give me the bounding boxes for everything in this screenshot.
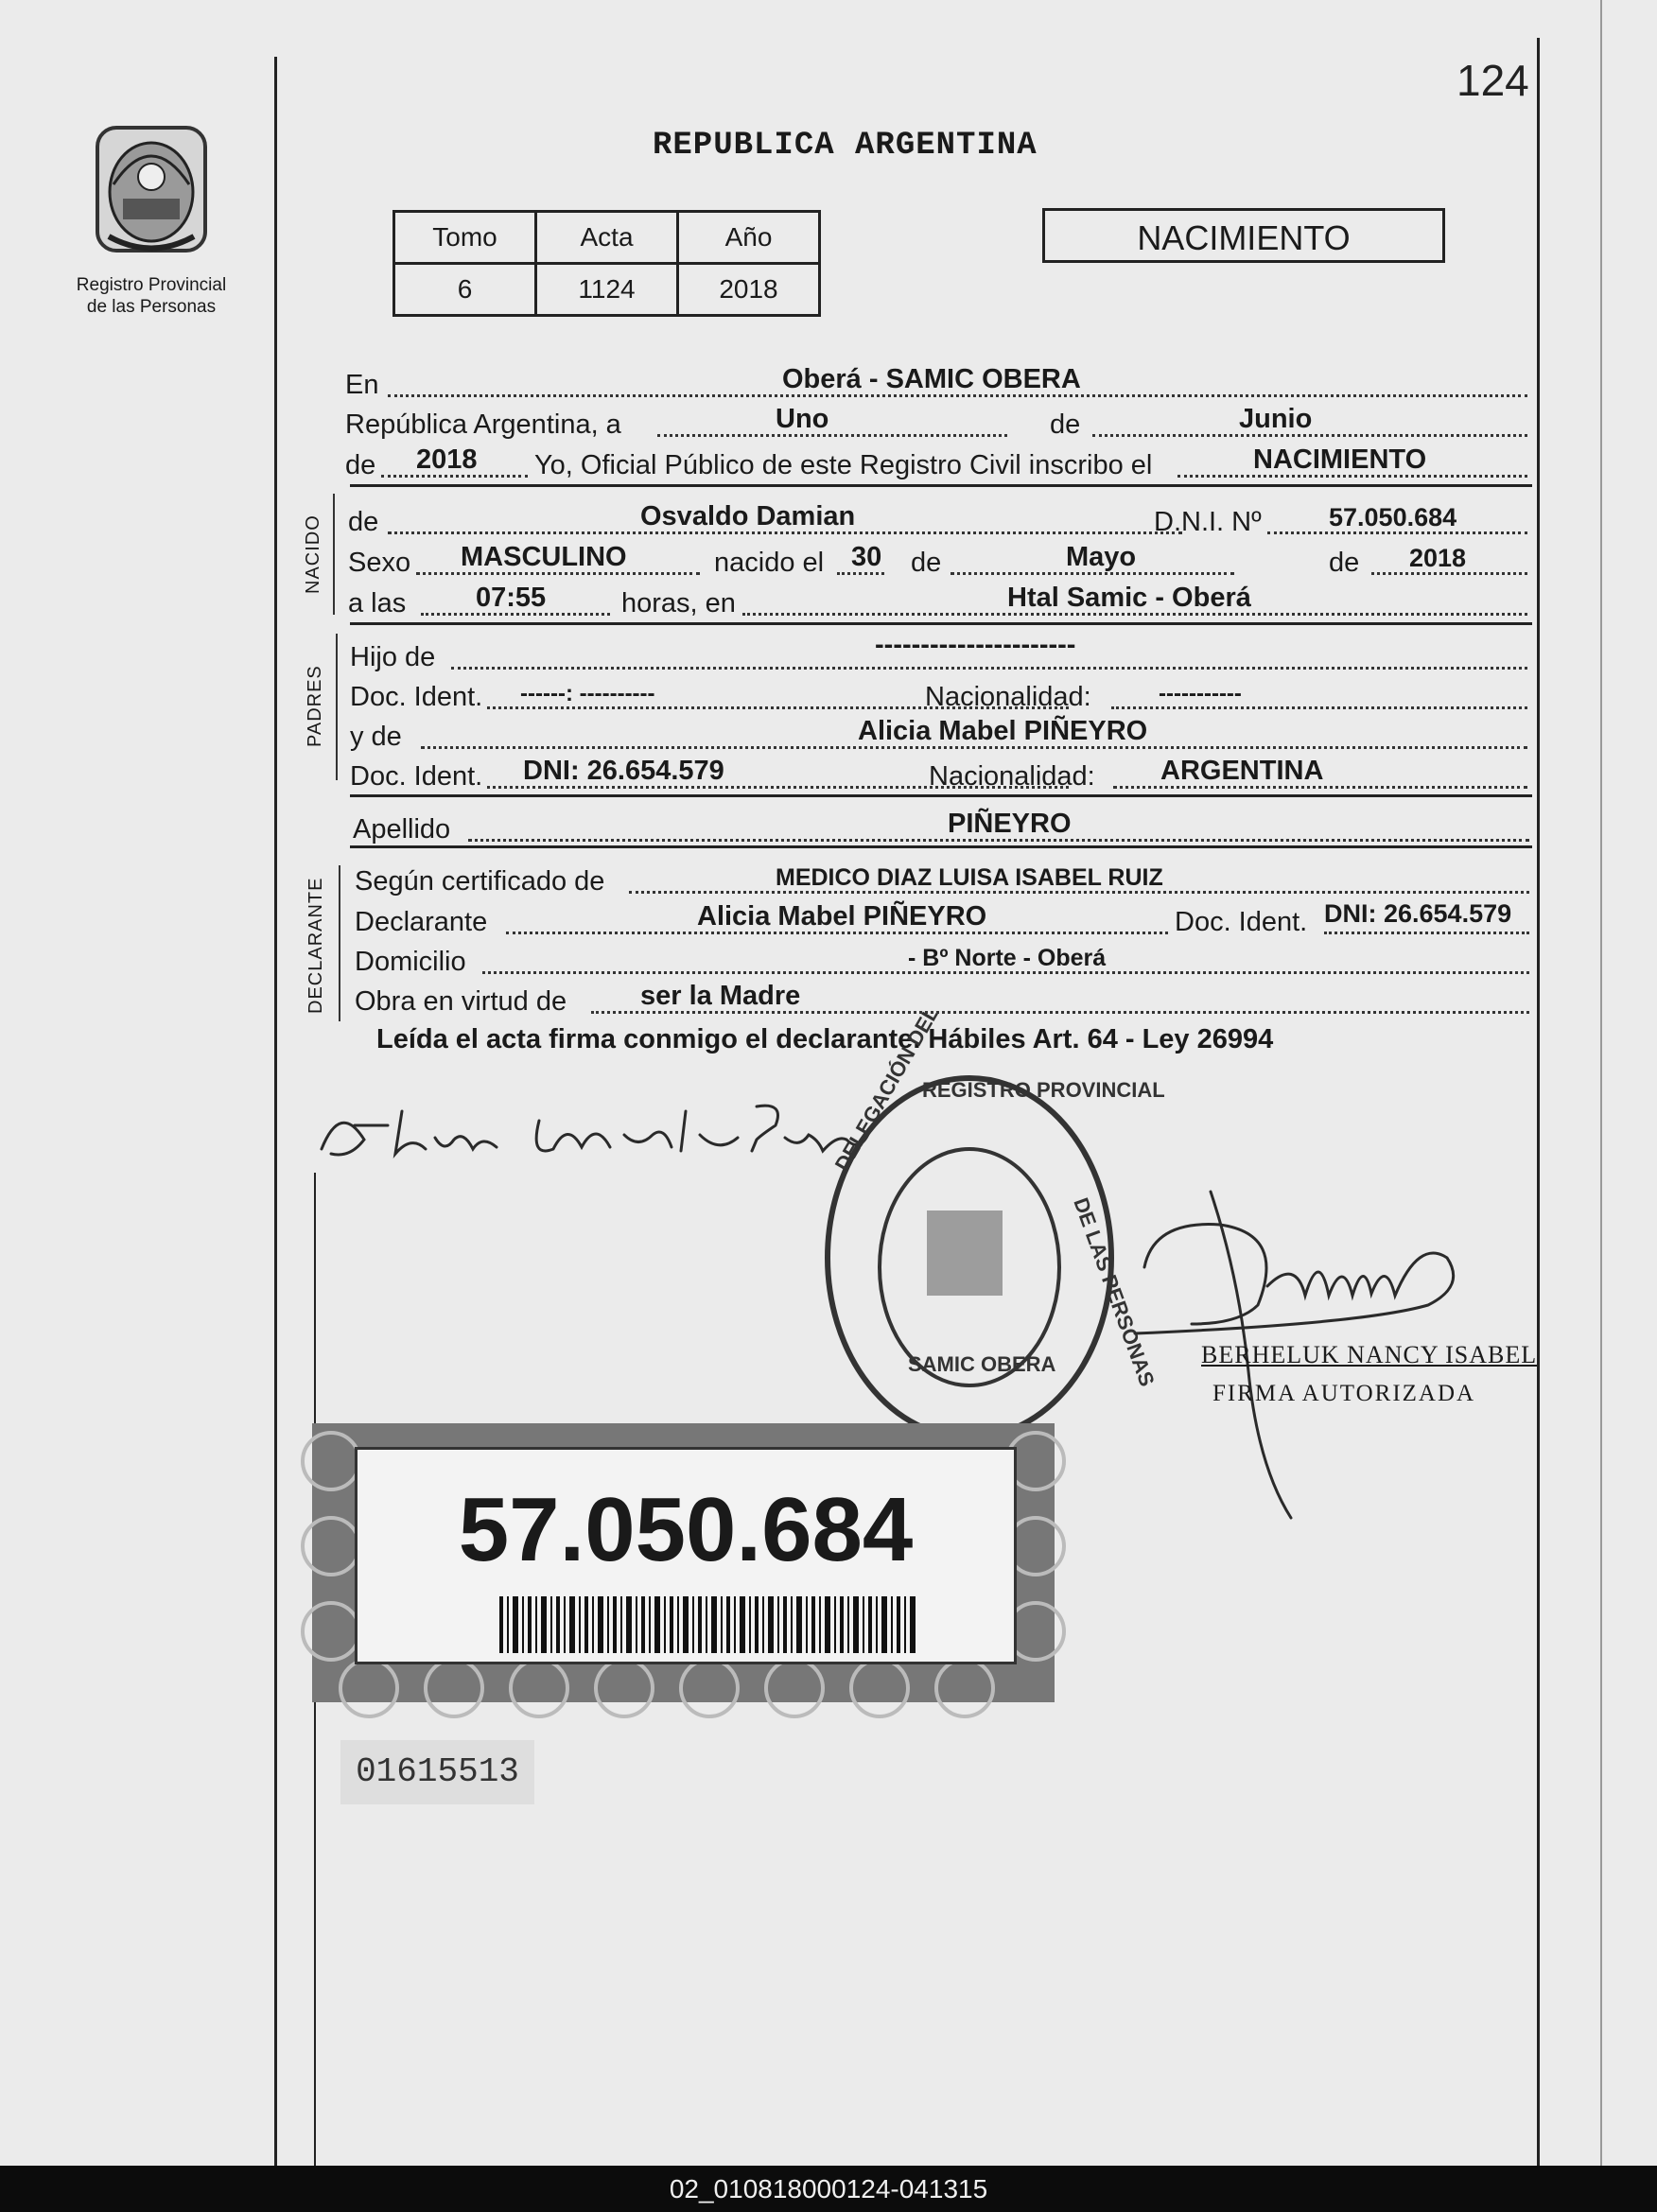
act-type-box: NACIMIENTO bbox=[1042, 208, 1445, 263]
section-rule-3 bbox=[350, 794, 1532, 797]
padres-bracket bbox=[336, 634, 338, 780]
year-value: 2018 bbox=[416, 444, 478, 475]
en-label: En bbox=[345, 370, 379, 400]
acta-header: Acta bbox=[536, 212, 678, 264]
acta-value: 1124 bbox=[536, 264, 678, 316]
birth-place-value: Htal Samic - Oberá bbox=[1007, 583, 1251, 613]
svg-text:REGISTRO PROVINCIAL: REGISTRO PROVINCIAL bbox=[922, 1078, 1165, 1102]
obra-label: Obra en virtud de bbox=[355, 986, 567, 1017]
line-republica bbox=[345, 399, 1529, 441]
sexo-value: MASCULINO bbox=[461, 542, 627, 572]
section-rule-2 bbox=[350, 622, 1532, 625]
child-dni-value: 57.050.684 bbox=[1329, 503, 1457, 531]
father-value: ---------------------- bbox=[875, 630, 1076, 660]
line-doc2 bbox=[345, 751, 1529, 792]
line-en bbox=[345, 359, 1529, 401]
doc1-label: Doc. Ident. bbox=[350, 682, 483, 712]
declarante-section-label: DECLARANTE bbox=[305, 877, 326, 1014]
nac1-label: Nacionalidad: bbox=[925, 682, 1091, 712]
yde-label: y de bbox=[350, 722, 402, 752]
dni-label: D.N.I. Nº bbox=[1154, 507, 1262, 537]
nacido-section-label: NACIDO bbox=[303, 514, 323, 594]
registry-table-header bbox=[394, 212, 820, 264]
line-nacido-name bbox=[345, 496, 1529, 538]
apellido-value: PIÑEYRO bbox=[948, 809, 1072, 839]
line-apellido bbox=[345, 804, 1529, 845]
province-seal-icon bbox=[90, 118, 213, 265]
inscribo-value: NACIMIENTO bbox=[1253, 444, 1427, 475]
registry-stamp-icon bbox=[809, 1001, 1165, 1456]
decl-value: Alicia Mabel PIÑEYRO bbox=[697, 901, 987, 932]
anio-header: Año bbox=[678, 212, 820, 264]
mother-value: Alicia Mabel PIÑEYRO bbox=[858, 716, 1148, 746]
alas-label: a las bbox=[348, 588, 407, 618]
tomo-value: 6 bbox=[394, 264, 536, 316]
document-title: REPUBLICA ARGENTINA bbox=[653, 128, 1038, 164]
decl-label: Declarante bbox=[355, 907, 488, 937]
left-margin-line bbox=[274, 57, 277, 2166]
decl-doc-value: DNI: 26.654.579 bbox=[1324, 899, 1512, 928]
logo-caption-line1: Registro Provincial bbox=[76, 275, 227, 295]
barcode-icon bbox=[499, 1596, 916, 1653]
cert-value: MEDICO DIAZ LUISA ISABEL RUIZ bbox=[776, 864, 1163, 891]
doc1-value: ------: ---------- bbox=[520, 681, 655, 706]
yo-text: Yo, Oficial Público de este Registro Civil inscribo el bbox=[534, 450, 1153, 480]
decl-doc-label: Doc. Ident. bbox=[1175, 907, 1308, 937]
birth-month-value: Mayo bbox=[1066, 542, 1137, 572]
nac2-value: ARGENTINA bbox=[1160, 756, 1324, 786]
child-name-value: Osvaldo Damian bbox=[640, 501, 856, 531]
line-certificado bbox=[345, 856, 1529, 897]
obra-value: ser la Madre bbox=[640, 981, 801, 1011]
page-number: 124 bbox=[1456, 56, 1529, 105]
nacido-de-label-2: de bbox=[911, 548, 942, 578]
cert-label: Según certificado de bbox=[355, 866, 605, 897]
line-doc1 bbox=[345, 671, 1529, 713]
footer-code: 02_010818000124-041315 bbox=[0, 2166, 1657, 2212]
id-sticker bbox=[312, 1423, 1055, 1702]
horas-label: horas, en bbox=[621, 588, 736, 618]
sexo-label: Sexo bbox=[348, 548, 411, 578]
tomo-header: Tomo bbox=[394, 212, 536, 264]
line-domicilio bbox=[345, 936, 1529, 978]
dom-label: Domicilio bbox=[355, 947, 466, 977]
right-edge-line bbox=[1600, 0, 1602, 2166]
apellido-label: Apellido bbox=[353, 814, 451, 845]
line-declarante bbox=[345, 897, 1529, 938]
declarant-signature bbox=[312, 1083, 880, 1187]
en-value: Oberá - SAMIC OBERA bbox=[782, 364, 1081, 394]
hijo-label: Hijo de bbox=[350, 642, 436, 672]
sticker-id-number: 57.050.684 bbox=[458, 1479, 914, 1580]
sticker-panel bbox=[355, 1447, 1017, 1664]
nacido-de-label-3: de bbox=[1329, 548, 1360, 578]
nac1-value: ----------- bbox=[1159, 681, 1242, 706]
line-madre bbox=[345, 711, 1529, 753]
line-sexo bbox=[345, 537, 1529, 579]
line-year bbox=[345, 440, 1529, 481]
svg-text:DELEGACIÓN DEL: DELEGACIÓN DEL bbox=[829, 1001, 944, 1176]
svg-text:SAMIC OBERA: SAMIC OBERA bbox=[908, 1352, 1056, 1376]
registry-table-values bbox=[394, 264, 820, 316]
birth-day-value: 30 bbox=[851, 542, 882, 572]
official-role: FIRMA AUTORIZADA bbox=[1212, 1381, 1476, 1406]
logo-caption-line2: de las Personas bbox=[86, 297, 217, 317]
svg-text:DE LAS PERSONAS: DE LAS PERSONAS bbox=[1069, 1194, 1160, 1390]
registry-table bbox=[392, 210, 821, 317]
closing-text: Leída el acta firma conmigo el declarante. Hábiles Art. 64 - Ley 26994 bbox=[376, 1024, 1274, 1054]
right-margin-line bbox=[1537, 38, 1540, 2166]
serial-number: 01615513 bbox=[340, 1740, 534, 1804]
section-rule-1 bbox=[350, 484, 1532, 487]
declarante-bracket bbox=[339, 865, 340, 1021]
de-label-1: de bbox=[1050, 409, 1081, 440]
de-label-2: de bbox=[345, 450, 376, 480]
line-hijo bbox=[345, 632, 1529, 673]
nacido-el-label: nacido el bbox=[714, 548, 825, 578]
registry-logo bbox=[71, 118, 232, 318]
padres-section-label: PADRES bbox=[305, 665, 325, 747]
line-hora bbox=[345, 578, 1529, 619]
doc2-label: Doc. Ident. bbox=[350, 761, 483, 792]
nacido-bracket bbox=[333, 494, 335, 615]
birth-year-value: 2018 bbox=[1409, 544, 1467, 572]
official-name: BERHELUK NANCY ISABEL bbox=[1201, 1341, 1538, 1368]
birth-time-value: 07:55 bbox=[476, 583, 547, 613]
nac2-label: Nacionalidad: bbox=[929, 761, 1095, 792]
doc2-value: DNI: 26.654.579 bbox=[523, 756, 724, 786]
nacido-de-label: de bbox=[348, 507, 379, 537]
dom-value: - Bº Norte - Oberá bbox=[908, 945, 1107, 971]
republica-label: República Argentina, a bbox=[345, 409, 621, 440]
month-value: Junio bbox=[1239, 404, 1313, 434]
day-value: Uno bbox=[776, 404, 829, 434]
section-rule-4 bbox=[350, 845, 1532, 848]
anio-value: 2018 bbox=[678, 264, 820, 316]
